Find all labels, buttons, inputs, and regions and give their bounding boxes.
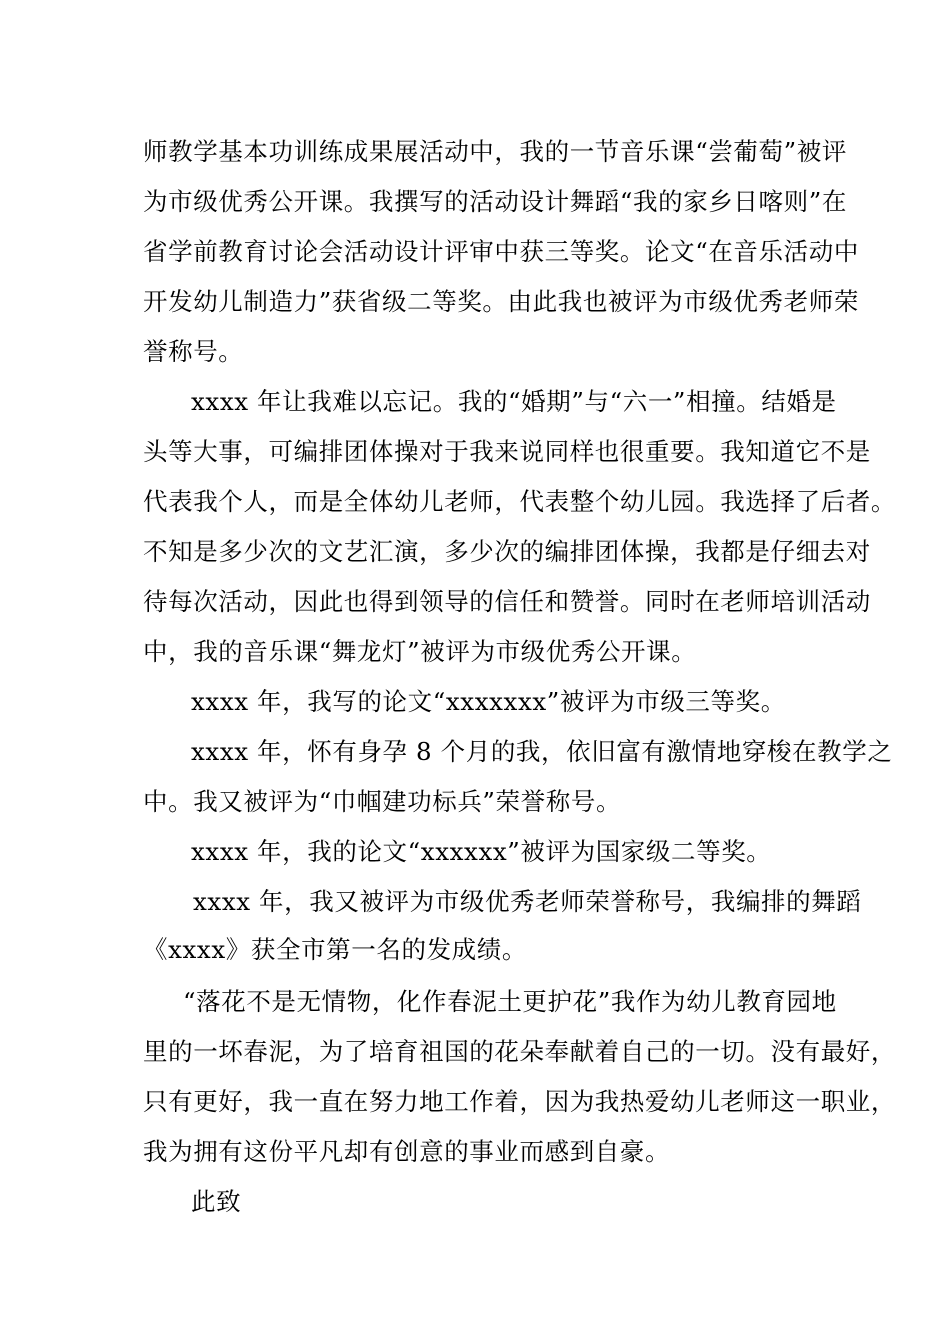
text-line: xxxx 年，我又被评为市级优秀老师荣誉称号，我编排的舞蹈 (193, 887, 862, 916)
text-line: xxxx 年让我难以忘记。我的“婚期”与“六一”相撞。结婚是 (191, 387, 837, 416)
text-line: “落花不是无情物，化作春泥土更护花”我作为幼儿教育园地 (183, 987, 837, 1016)
text-line: 我为拥有这份平凡却有创意的事业而感到自豪。 (143, 1137, 671, 1166)
text-line: 头等大事，可编排团体操对于我来说同样也很重要。我知道它不是 (143, 437, 871, 466)
text-line: 中，我的音乐课“舞龙灯”被评为市级优秀公开课。 (143, 637, 697, 666)
text-line: 开发幼儿制造力”获省级二等奖。由此我也被评为市级优秀老师荣 (143, 287, 859, 316)
text-line: 不知是多少次的文艺汇演，多少次的编排团体操，我都是仔细去对 (143, 537, 871, 566)
text-line: 誉称号。 (143, 337, 244, 366)
text-line: 省学前教育讨论会活动设计评审中获三等奖。论文“在音乐活动中 (143, 237, 859, 266)
text-line: 待每次活动，因此也得到领导的信任和赞誉。同时在老师培训活动 (143, 587, 871, 616)
text-line: xxxx 年，我的论文“xxxxxx”被评为国家级二等奖。 (191, 837, 772, 866)
text-line: 为市级优秀公开课。我撰写的活动设计舞蹈“我的家乡日喀则”在 (143, 187, 847, 216)
text-line: 中。我又被评为“巾帼建功标兵”荣誉称号。 (143, 787, 622, 816)
text-line: 里的一坏春泥，为了培育祖国的花朵奉献着自己的一切。没有最好， (143, 1037, 896, 1066)
closing-salutation: 此致 (191, 1187, 242, 1216)
text-line: 代表我个人，而是全体幼儿老师，代表整个幼儿园。我选择了后者。 (143, 487, 896, 516)
text-line: 师教学基本功训练成果展活动中，我的一节音乐课“尝葡萄”被评 (143, 137, 847, 166)
text-line: 《xxxx》获全市第一名的发成绩。 (143, 935, 527, 964)
text-line: xxxx 年，怀有身孕 8 个月的我，依旧富有激情地穿梭在教学之 (191, 737, 893, 766)
text-line: 只有更好，我一直在努力地工作着，因为我热爱幼儿老师这一职业， (143, 1087, 896, 1116)
text-line: xxxx 年，我写的论文“xxxxxxx”被评为市级三等奖。 (191, 687, 786, 716)
